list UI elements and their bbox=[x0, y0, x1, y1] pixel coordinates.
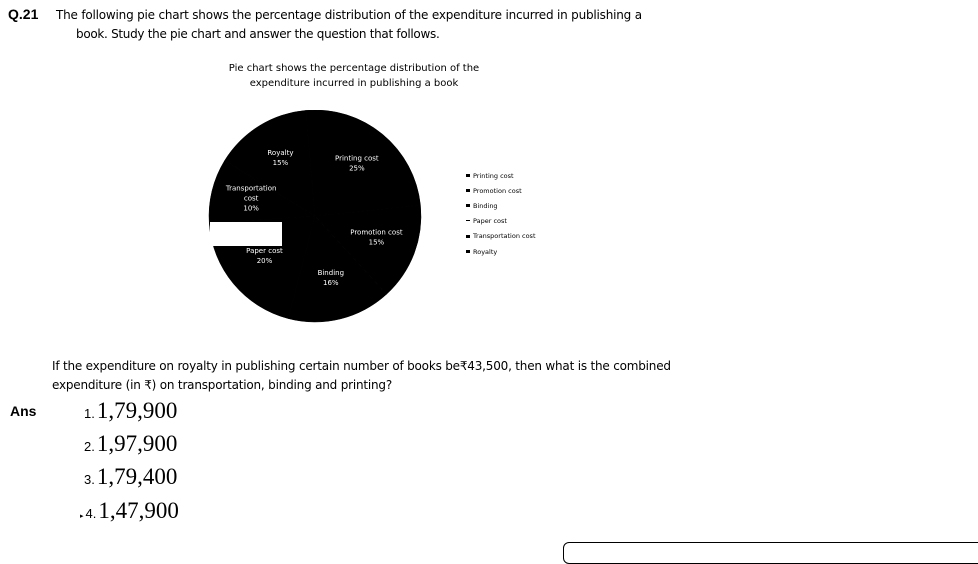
paper-cost-highlight bbox=[210, 222, 282, 246]
pie-slice-printing-cost bbox=[306, 110, 421, 216]
chart-title bbox=[204, 61, 504, 91]
legend-label: Paper cost bbox=[473, 217, 507, 226]
legend-label: Binding bbox=[473, 201, 498, 210]
legend-item-printing-cost bbox=[466, 168, 536, 183]
legend-label: Printing cost bbox=[473, 171, 514, 180]
problem-line1: If the expenditure on royalty in publishing certain number of books be₹43,500, then what is the combined bbox=[52, 359, 671, 373]
pie-label-line: 15% bbox=[368, 238, 385, 247]
answer-label: Ans bbox=[10, 403, 37, 419]
pie-label-line: Transportation bbox=[225, 184, 277, 193]
answer-option-4[interactable] bbox=[80, 498, 179, 524]
chart-title-line2: expenditure incurred in publishing a book bbox=[249, 78, 459, 89]
pie-label-line: Royalty bbox=[267, 149, 294, 158]
question-text-line1: The following pie chart shows the percentage distribution of the expenditure incurred in publishing a bbox=[56, 8, 642, 22]
problem-line2: expenditure (in ₹) on transportation, binding and printing? bbox=[52, 378, 393, 392]
pie-label-line: Paper cost bbox=[246, 247, 283, 256]
legend-swatch bbox=[466, 250, 470, 253]
problem-statement bbox=[52, 357, 671, 395]
legend-item-transportation-cost bbox=[466, 229, 536, 244]
option-value: 1,97,900 bbox=[96, 431, 178, 456]
pie-label-line: Binding bbox=[317, 268, 345, 277]
pie-label-line: Printing cost bbox=[335, 154, 379, 163]
pie-label-line: 15% bbox=[272, 159, 289, 168]
option-number: 2. bbox=[84, 439, 95, 454]
pie-label-line: cost bbox=[243, 194, 259, 203]
option-value: 1,47,900 bbox=[98, 498, 179, 523]
answer-option-3[interactable] bbox=[84, 464, 177, 490]
legend-swatch bbox=[466, 189, 470, 192]
legend-swatch bbox=[466, 174, 470, 177]
legend-swatch bbox=[466, 220, 470, 222]
legend-item-binding bbox=[466, 198, 536, 213]
option-number: 3. bbox=[84, 472, 95, 487]
bottom-panel-edge bbox=[563, 542, 978, 564]
question-text-line2: book. Study the pie chart and answer the question that follows. bbox=[76, 27, 440, 41]
pie-label-line: Promotion cost bbox=[350, 228, 403, 237]
legend-label: Royalty bbox=[473, 247, 498, 256]
pie-label-line: 16% bbox=[323, 278, 339, 287]
legend-item-royalty bbox=[466, 244, 536, 259]
pie-label-line: 20% bbox=[256, 257, 273, 266]
answer-option-2[interactable] bbox=[84, 431, 177, 457]
option-value: 1,79,900 bbox=[96, 398, 178, 423]
legend-label: Promotion cost bbox=[473, 186, 522, 195]
legend-item-paper-cost bbox=[466, 214, 536, 229]
selected-marker-icon: ▸ bbox=[80, 512, 84, 520]
option-number: 1. bbox=[84, 406, 95, 421]
legend-item-promotion-cost bbox=[466, 183, 536, 198]
legend-swatch bbox=[466, 204, 470, 207]
pie-label-line: 25% bbox=[349, 164, 365, 173]
legend-label: Transportation cost bbox=[473, 232, 536, 241]
legend-swatch bbox=[466, 235, 470, 238]
chart-legend bbox=[466, 168, 536, 259]
answer-option-1[interactable] bbox=[84, 398, 177, 424]
option-number: 4. bbox=[85, 506, 97, 521]
option-value: 1,79,400 bbox=[96, 464, 178, 489]
question-number: Q.21 bbox=[8, 6, 39, 22]
pie-chart bbox=[190, 110, 440, 330]
chart-title-line1: Pie chart shows the percentage distribution of the bbox=[228, 63, 480, 74]
pie-label-line: 10% bbox=[243, 204, 259, 213]
